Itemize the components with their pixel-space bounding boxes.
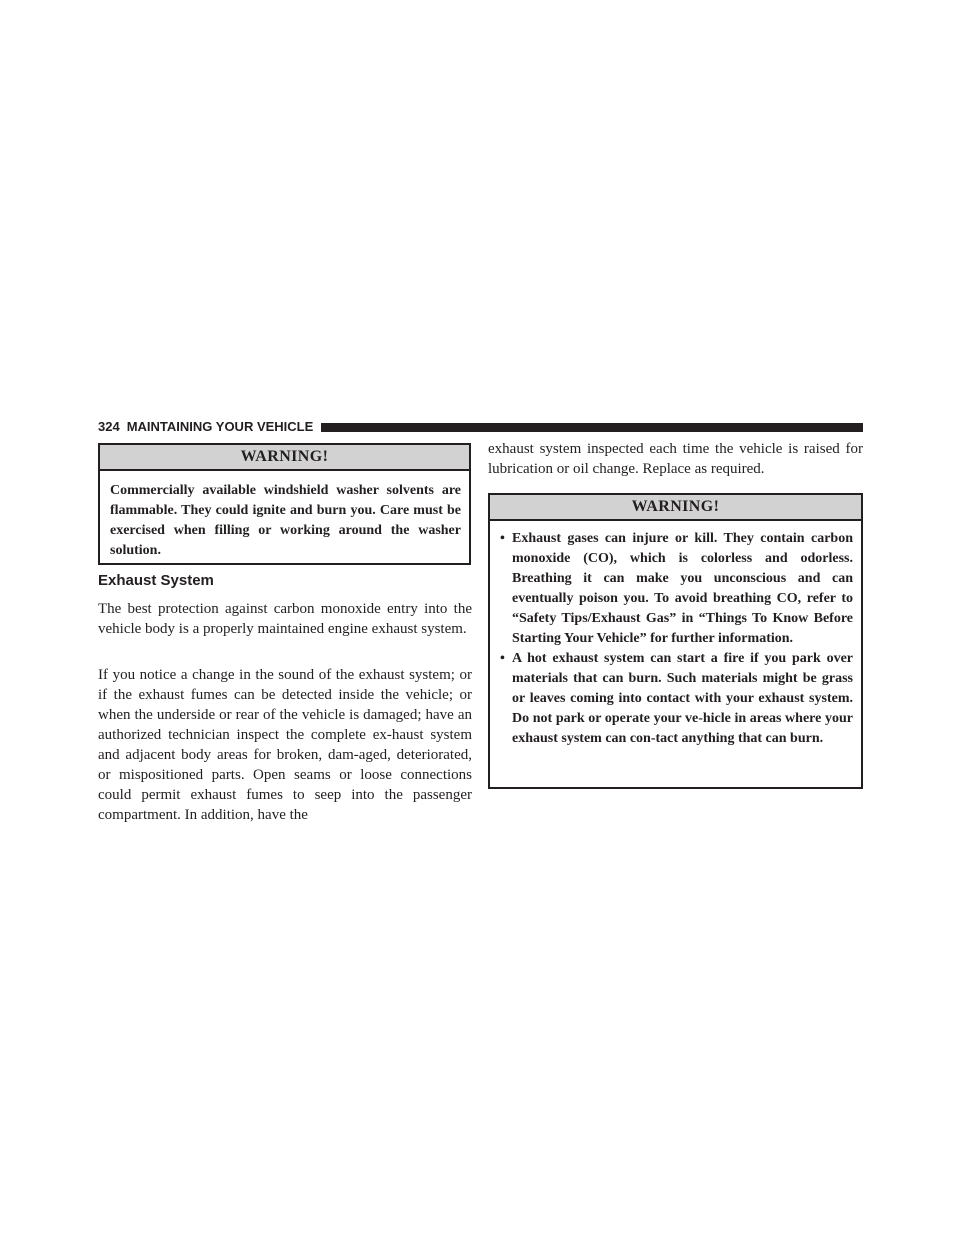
bullet-icon: • — [500, 531, 505, 546]
bullet-icon: • — [500, 651, 505, 666]
warning-title: WARNING! — [100, 445, 469, 471]
warning-list — [490, 521, 861, 749]
body-paragraph: exhaust system inspected each time the vehicle is raised for lubrication or oil change. Replace as required. — [488, 441, 863, 477]
warning-text: A hot exhaust system can start a fire if you park over materials that can burn. Such materials might be grass or leaves coming into contact with your exhaust system. Do not park or operate your ve-hicle in areas where your exhaust system can con-tact anything that can burn. — [512, 651, 853, 746]
warning-list-item — [500, 529, 853, 649]
warning-list-item — [500, 649, 853, 749]
warning-title: WARNING! — [490, 495, 861, 521]
page-header — [98, 418, 863, 436]
page-number: 324 — [98, 419, 120, 434]
warning-text: Exhaust gases can injure or kill. They contain carbon monoxide (CO), which is colorless and odorless. Breathing it can make you unconscious and can eventually poison you. To avoid breathing CO, refer to “Safety Tips/Exhaust Gas” in “Things To Know Before Starting Your Vehicle” for further information. — [512, 531, 853, 646]
warning-text: Commercially available windshield washer solvents are flammable. They could ignite and burn you. Care must be exercised when filling or working around the washer solution. — [110, 483, 461, 558]
exhaust-system-heading: Exhaust System — [98, 572, 214, 589]
washer-solvent-warning-box — [98, 443, 471, 565]
section-title: MAINTAINING YOUR VEHICLE — [126, 419, 314, 434]
body-paragraph: If you notice a change in the sound of the exhaust system; or if the exhaust fumes can be detected inside the vehicle; or when the underside or rear of the vehicle is damaged; have an authorized technician inspect the complete ex-haust system and adjacent body areas for broken, dam-aged, deteriorated, or mispositioned parts. Open seams or loose connections could permit exhaust fumes to seep into the passenger compartment. In addition, have the — [98, 667, 472, 823]
header-rule — [321, 423, 863, 432]
body-paragraph: The best protection against carbon monoxide entry into the vehicle body is a properly maintained engine exhaust system. — [98, 601, 472, 637]
exhaust-warning-box — [488, 493, 863, 789]
